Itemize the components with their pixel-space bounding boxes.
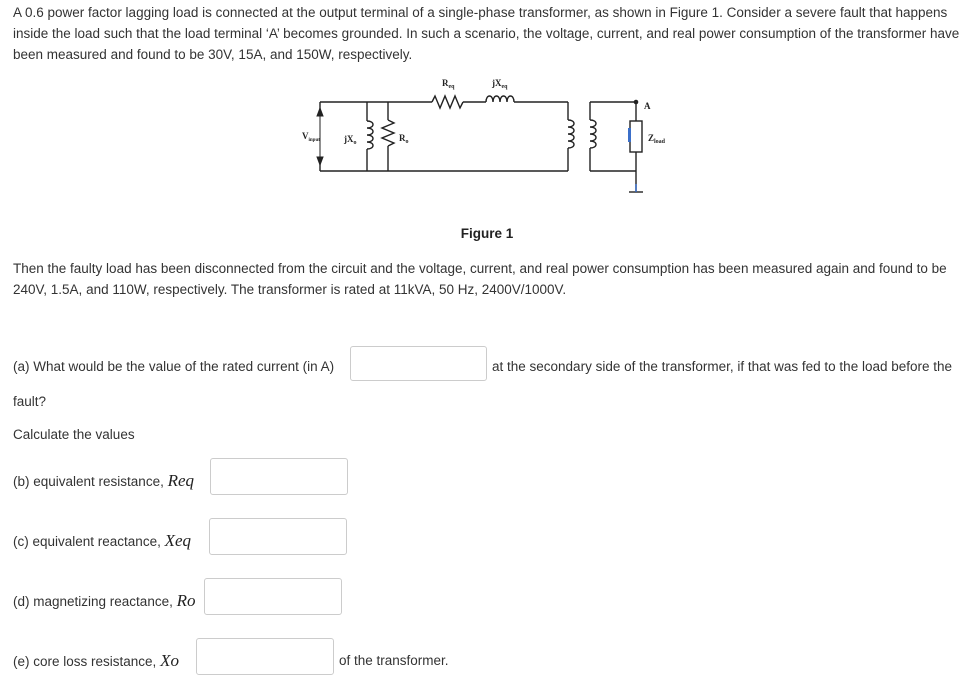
question-c-label: (c) equivalent reactance, Xeq [13,531,192,550]
answer-b-input[interactable] [210,458,348,495]
question-a-label: (a) What would be the value of the rated current (in A) [13,359,335,374]
req-resistor [432,96,463,108]
svg-text:Ro: $R_o$ [399,133,409,145]
problem-second-paragraph: Then the faulty load has been disconnected from the circuit and the voltage, current, and real power consumption has been measured again and found to be 240V, 1.5A, and 110W, respectively. The transformer is rated at 11kVA, 50 Hz, 2400V/1000V. [13,261,947,297]
answer-c-input[interactable] [209,518,347,555]
xo-variable: Xo [160,651,179,670]
question-a-suffix: at the secondary side of the transformer, if that was fed to the load before the [492,359,953,374]
circuit-figure [292,74,682,200]
svg-text:Req: $R_{eq}$ [442,78,455,90]
answer-a-input[interactable] [350,346,487,381]
figure-caption: Figure 1 [460,226,514,241]
question-e-suffix: of the transformer. [339,653,449,668]
terminal-a-dot [634,100,639,105]
transformer-primary [568,120,574,148]
problem-intro: A 0.6 power factor lagging load is connected at the output terminal of a single-phase transformer, as shown in Figure 1. Consider a severe fault that happens inside the load such that the load terminal ‘A’ becomes grounded. In such a scenario, the voltage, current, and real power consumption of the transformer have been measured and found to be 30V, 15A, and 150W, respectively. [13,5,960,62]
calculate-heading: Calculate the values [13,427,135,442]
zload-box [630,121,642,152]
answer-e-input[interactable] [196,638,334,675]
svg-text:Vinput: $V_{input}$ [302,131,320,143]
svg-text:Zload: $Z_{load}$ [648,133,666,145]
transformer-secondary [590,120,596,148]
xeq-variable: Xeq [164,531,192,550]
question-a-continuation: fault? [13,394,47,409]
question-d-label: (d) magnetizing reactance, Ro [13,591,196,610]
req-variable: Req [167,471,195,490]
svg-text:A: A [644,101,651,111]
question-b-label: (b) equivalent resistance, Req [13,471,195,490]
answer-d-input[interactable] [204,578,342,615]
ro-resistor [382,120,394,146]
svg-text:jXeq: $jX_{eq}$ [492,78,508,90]
jxo-inductor [367,121,373,149]
question-e-label: (e) core loss resistance, Xo [13,651,179,670]
ro-variable: Ro [176,591,196,610]
svg-text:jXo: $jX_o$ [344,134,357,146]
jxeq-inductor [486,96,514,102]
